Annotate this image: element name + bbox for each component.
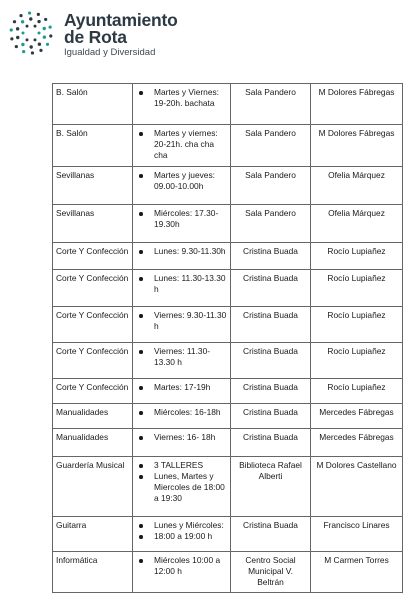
logo-dot — [21, 43, 24, 46]
brand-name-line1: Ayuntamiento — [64, 10, 178, 30]
logo-dot — [34, 38, 37, 41]
activity-cell: Guardería Musical — [53, 457, 133, 517]
schedule-list — [136, 555, 227, 577]
logo-dot — [31, 51, 34, 54]
schedule-cell — [133, 404, 231, 429]
activity-cell: Corte Y Confección — [53, 243, 133, 270]
logo-dot — [34, 25, 37, 28]
logo-dot — [26, 25, 29, 28]
schedule-cell — [133, 517, 231, 552]
logo-dot — [49, 34, 52, 37]
header — [6, 8, 206, 60]
brand-subtitle: Igualdad y Diversidad — [64, 47, 156, 58]
schedule-list — [136, 460, 227, 504]
schedule-list — [136, 382, 227, 393]
place-cell: Cristina Buada — [231, 243, 311, 270]
schedule-item: 3 TALLERES — [136, 460, 227, 471]
schedule-list — [136, 246, 227, 257]
instructor-cell: M Carmen Torres — [311, 552, 403, 593]
instructor-cell: Ofelia Márquez — [311, 167, 403, 205]
table-row — [53, 167, 403, 205]
instructor-cell: M Dolores Fábregas — [311, 125, 403, 167]
activity-cell: Corte Y Confección — [53, 343, 133, 379]
instructor-cell: Rocío Lupiañez — [311, 307, 403, 343]
table-row — [53, 270, 403, 307]
logo-dot — [16, 27, 19, 30]
logo-dot — [21, 20, 24, 23]
instructor-cell: M Dolores Fábregas — [311, 84, 403, 125]
schedule-list — [136, 407, 227, 418]
logo-dot — [22, 32, 25, 35]
place-cell: Cristina Buada — [231, 343, 311, 379]
schedule-item: Miércoles: 16-18h — [136, 407, 227, 418]
logo-dot — [38, 32, 41, 35]
schedule-cell — [133, 457, 231, 517]
activity-cell: Sevillanas — [53, 167, 133, 205]
table-row — [53, 307, 403, 343]
table-row — [53, 552, 403, 593]
logo-dot — [46, 43, 49, 46]
logo-dot — [49, 26, 52, 29]
schedule-cell — [133, 84, 231, 125]
instructor-cell: Rocío Lupiañez — [311, 379, 403, 404]
instructor-cell: Rocío Lupiañez — [311, 343, 403, 379]
place-cell: Biblioteca Rafael Alberti — [231, 457, 311, 517]
ayuntamiento-logo-icon — [6, 8, 56, 58]
activity-cell: Manualidades — [53, 429, 133, 457]
schedule-list — [136, 346, 227, 368]
schedule-cell — [133, 270, 231, 307]
instructor-cell: Ofelia Márquez — [311, 205, 403, 243]
schedule-list — [136, 310, 227, 332]
logo-dot — [43, 35, 46, 38]
table-row — [53, 125, 403, 167]
activities-table — [52, 83, 403, 593]
schedule-item: Martes y Viernes: 19-20h. bachata — [136, 87, 227, 109]
table-row — [53, 429, 403, 457]
schedule-cell — [133, 167, 231, 205]
place-cell: Cristina Buada — [231, 270, 311, 307]
schedule-list — [136, 208, 227, 230]
logo-dot — [43, 27, 46, 30]
schedule-item: Martes: 17-19h — [136, 382, 227, 393]
activity-cell: Informática — [53, 552, 133, 593]
activity-cell: Manualidades — [53, 404, 133, 429]
schedule-cell — [133, 307, 231, 343]
schedule-item: Viernes: 9.30-11.30 h — [136, 310, 227, 332]
logo-dot — [10, 37, 13, 40]
place-cell: Centro Social Municipal V. Beltrán — [231, 552, 311, 593]
schedule-list — [136, 170, 227, 192]
table-row — [53, 404, 403, 429]
schedule-item: Miércoles 10:00 a 12:00 h — [136, 555, 227, 577]
schedule-item: Viernes: 16- 18h — [136, 432, 227, 443]
brand — [64, 12, 178, 59]
schedule-cell — [133, 552, 231, 593]
logo-dot — [44, 18, 47, 21]
schedule-item: Lunes y Miércoles: — [136, 520, 227, 531]
logo-dot — [29, 17, 32, 20]
instructor-cell: Rocío Lupiañez — [311, 243, 403, 270]
logo-dot — [38, 43, 41, 46]
instructor-cell: Rocío Lupiañez — [311, 270, 403, 307]
table-row — [53, 84, 403, 125]
place-cell: Sala Pandero — [231, 125, 311, 167]
logo-dot — [22, 50, 25, 53]
activity-cell: Sevillanas — [53, 205, 133, 243]
activity-cell: Guitarra — [53, 517, 133, 552]
table-row — [53, 343, 403, 379]
table-row — [53, 205, 403, 243]
logo-dot — [37, 20, 40, 23]
schedule-cell — [133, 243, 231, 270]
place-cell: Cristina Buada — [231, 379, 311, 404]
schedule-item: Martes y viernes: 20-21h. cha cha cha — [136, 128, 227, 161]
activity-cell: B. Salón — [53, 84, 133, 125]
schedule-item: Miércoles: 17.30-19.30h — [136, 208, 227, 230]
schedule-item: Lunes: 11.30-13.30 h — [136, 273, 227, 295]
place-cell: Sala Pandero — [231, 205, 311, 243]
table-row — [53, 243, 403, 270]
schedule-cell — [133, 379, 231, 404]
logo-dot — [15, 45, 18, 48]
logo-dot — [37, 13, 40, 16]
logo-dot — [30, 45, 33, 48]
table-row — [53, 457, 403, 517]
instructor-cell: Francisco Linares — [311, 517, 403, 552]
table-row — [53, 517, 403, 552]
activity-cell: Corte Y Confección — [53, 270, 133, 307]
schedule-item: Lunes: 9.30-11.30h — [136, 246, 227, 257]
place-cell: Cristina Buada — [231, 404, 311, 429]
schedule-list — [136, 87, 227, 109]
schedule-cell — [133, 343, 231, 379]
schedule-cell — [133, 205, 231, 243]
place-cell: Cristina Buada — [231, 429, 311, 457]
logo-dot — [28, 11, 31, 14]
brand-name-line2: de Rota — [64, 27, 127, 47]
logo-dot — [13, 20, 16, 23]
schedule-item: Martes y jueves: 09.00-10.00h — [136, 170, 227, 192]
place-cell: Cristina Buada — [231, 517, 311, 552]
schedule-cell — [133, 429, 231, 457]
activity-cell: B. Salón — [53, 125, 133, 167]
instructor-cell: Mercedes Fábregas — [311, 404, 403, 429]
logo-dot — [19, 14, 22, 17]
logo-dot — [16, 36, 19, 39]
schedule-list — [136, 432, 227, 443]
logo-dot — [10, 28, 13, 31]
activity-cell: Corte Y Confección — [53, 379, 133, 404]
activity-cell: Corte Y Confección — [53, 307, 133, 343]
place-cell: Sala Pandero — [231, 84, 311, 125]
place-cell: Cristina Buada — [231, 307, 311, 343]
schedule-item: Lunes, Martes y Miercoles de 18:00 a 19:30 — [136, 471, 227, 504]
schedule-item: 18:00 a 19:00 h — [136, 531, 227, 542]
schedule-list — [136, 273, 227, 295]
place-cell: Sala Pandero — [231, 167, 311, 205]
schedule-cell — [133, 125, 231, 167]
logo-dot — [26, 38, 29, 41]
schedule-list — [136, 520, 227, 542]
logo-dot — [39, 49, 42, 52]
schedule-item: Viernes: 11.30-13.30 h — [136, 346, 227, 368]
instructor-cell: Mercedes Fábregas — [311, 429, 403, 457]
schedule-list — [136, 128, 227, 161]
table-row — [53, 379, 403, 404]
instructor-cell: M Dolores Castellano — [311, 457, 403, 517]
